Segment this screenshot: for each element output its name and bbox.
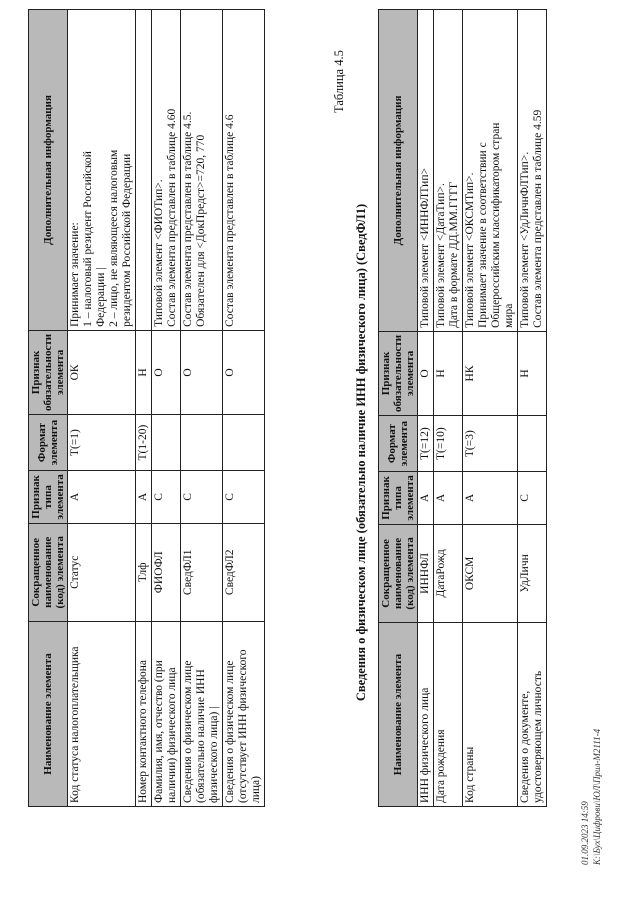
info-line: 2 – лицо, не являющееся налоговым — [108, 149, 120, 327]
cell-type: С — [223, 471, 265, 523]
column-header-name: Наименование элемента — [379, 623, 418, 807]
cell-format: T(=12) — [418, 415, 434, 471]
info-line: 1 – налоговый резидент Российской — [82, 151, 94, 327]
column-header-name: Наименование элемента — [29, 621, 68, 806]
cell-format — [152, 414, 181, 470]
info-line: Типовой элемент <ФИОТип>. — [153, 179, 165, 327]
table-2-header-row — [379, 10, 418, 807]
cell-info — [418, 10, 434, 332]
cell-name: Сведения о физическом лице (отсутствует ИНН физического лица) — [223, 621, 265, 806]
cell-type: С — [152, 471, 181, 523]
column-header-format: Формат элемента — [29, 414, 68, 470]
cell-name: Дата рождения — [434, 623, 463, 807]
column-header-info: Дополнительная информация — [29, 10, 68, 331]
cell-format — [181, 414, 223, 470]
cell-info — [434, 10, 463, 332]
footer-file-path: К:\Бух\Цифрови\ЮЛ\Прил-М2111-4 — [592, 728, 602, 865]
table-1-header-row — [29, 10, 68, 807]
cell-code: ФИОФЛ — [152, 523, 181, 621]
cell-code: ИННФЛ — [418, 524, 434, 622]
cell-info — [68, 10, 136, 331]
cell-type: А — [136, 471, 152, 523]
column-header-type: Признак типа элемента — [29, 471, 68, 523]
info-line: Принимает значение в соответствии с — [477, 142, 489, 328]
cell-req: ОК — [68, 330, 136, 414]
cell-req: О — [223, 330, 265, 414]
table-row — [68, 10, 136, 807]
cell-info — [518, 10, 547, 332]
cell-info — [181, 10, 223, 331]
table-row — [463, 10, 518, 807]
cell-type: А — [68, 471, 136, 523]
cell-req: Н — [136, 330, 152, 414]
table-row — [434, 10, 463, 807]
cell-name: Фамилия, имя, отчество (при наличии) физического лица — [152, 621, 181, 806]
cell-code: Статус — [68, 523, 136, 621]
cell-format — [518, 415, 547, 471]
table-1-body — [68, 10, 265, 807]
cell-format: T(=1) — [68, 414, 136, 470]
cell-type: А — [463, 472, 518, 524]
cell-name: Сведения о документе, удостоверяющем личность — [518, 623, 547, 807]
info-line: Типовой элемент <ДатаТип>. — [435, 183, 447, 328]
table-row — [181, 10, 223, 807]
info-line: Типовой элемент <УдЛичнФЛТип>. — [519, 151, 531, 328]
column-header-format: Формат элемента — [379, 415, 418, 471]
info-line: Состав элемента представлен в таблице 4.59 — [532, 109, 544, 328]
footer-timestamp: 01.09.2023 14:59 — [580, 801, 590, 865]
info-line: Общероссийским классификатором стран — [490, 122, 502, 328]
cell-info — [463, 10, 518, 332]
table-row — [136, 10, 152, 807]
cell-type: С — [181, 471, 223, 523]
info-line: резидентом Российской Федерации — [121, 153, 133, 327]
info-line: Типовой элемент <ИННФЛТип> — [419, 168, 431, 328]
column-header-req: Признак обязательности элемента — [29, 330, 68, 414]
info-line: Типовой элемент <ОКСМТип>. — [464, 172, 476, 328]
table-2-body — [418, 10, 547, 807]
elements-table-1 — [28, 9, 265, 807]
cell-req: Н — [518, 331, 547, 415]
cell-req: О — [418, 331, 434, 415]
cell-code: УдЛичн — [518, 524, 547, 622]
cell-format: T(=3) — [463, 415, 518, 471]
info-line: мира — [503, 303, 515, 328]
info-line: Федерации | — [95, 267, 107, 327]
column-header-info: Дополнительная информация — [379, 10, 418, 332]
table-row — [418, 10, 434, 807]
info-line: Состав элемента представлен в таблице 4.60 — [166, 108, 178, 327]
cell-code: СведФЛ1 — [181, 523, 223, 621]
section-title: Сведения о физическом лице (обязательно наличие ИНН физического лица) (СведФЛ1) — [354, 203, 368, 702]
info-line: Принимает значение: — [69, 222, 81, 327]
cell-code: ДатаРожд — [434, 524, 463, 622]
info-line: Состав элемента представлен в таблице 4.6 — [224, 114, 236, 327]
info-line: Состав элемента представлен в таблице 4.5. — [182, 111, 194, 327]
column-header-code: Сокращенное наименование (код) элемента — [29, 523, 68, 621]
table-row — [152, 10, 181, 807]
info-line: Дата в формате ДД.ММ.ГГГГ — [448, 181, 460, 328]
cell-format — [223, 414, 265, 470]
table-row — [223, 10, 265, 807]
cell-req: О — [181, 330, 223, 414]
cell-type: А — [418, 472, 434, 524]
column-header-code: Сокращенное наименование (код) элемента — [379, 524, 418, 622]
table-row — [518, 10, 547, 807]
column-header-type: Признак типа элемента — [379, 472, 418, 524]
table-caption: Таблица 4.5 — [332, 50, 346, 113]
cell-name: Код страны — [463, 623, 518, 807]
cell-req: НК — [463, 331, 518, 415]
cell-type: А — [434, 472, 463, 524]
cell-format: T(=10) — [434, 415, 463, 471]
info-line: Обязателен для <ДокПредст>=720, 770 — [195, 134, 207, 327]
cell-info — [223, 10, 265, 331]
cell-type: С — [518, 472, 547, 524]
cell-code: ОКСМ — [463, 524, 518, 622]
cell-req: Н — [434, 331, 463, 415]
cell-name: ИНН физического лица — [418, 623, 434, 807]
cell-req: О — [152, 330, 181, 414]
cell-name: Номер контактного телефона — [136, 621, 152, 806]
cell-info — [152, 10, 181, 331]
cell-code: СведФЛ2 — [223, 523, 265, 621]
cell-format: T(1-20) — [136, 414, 152, 470]
column-header-req: Признак обязательности элемента — [379, 331, 418, 415]
cell-name: Сведения о физическом лице (обязательно наличие ИНН физического лица) | — [181, 621, 223, 806]
elements-table-2 — [378, 9, 547, 807]
cell-name: Код статуса налогоплательщика — [68, 621, 136, 806]
cell-info — [136, 10, 152, 331]
cell-code: Тлф — [136, 523, 152, 621]
